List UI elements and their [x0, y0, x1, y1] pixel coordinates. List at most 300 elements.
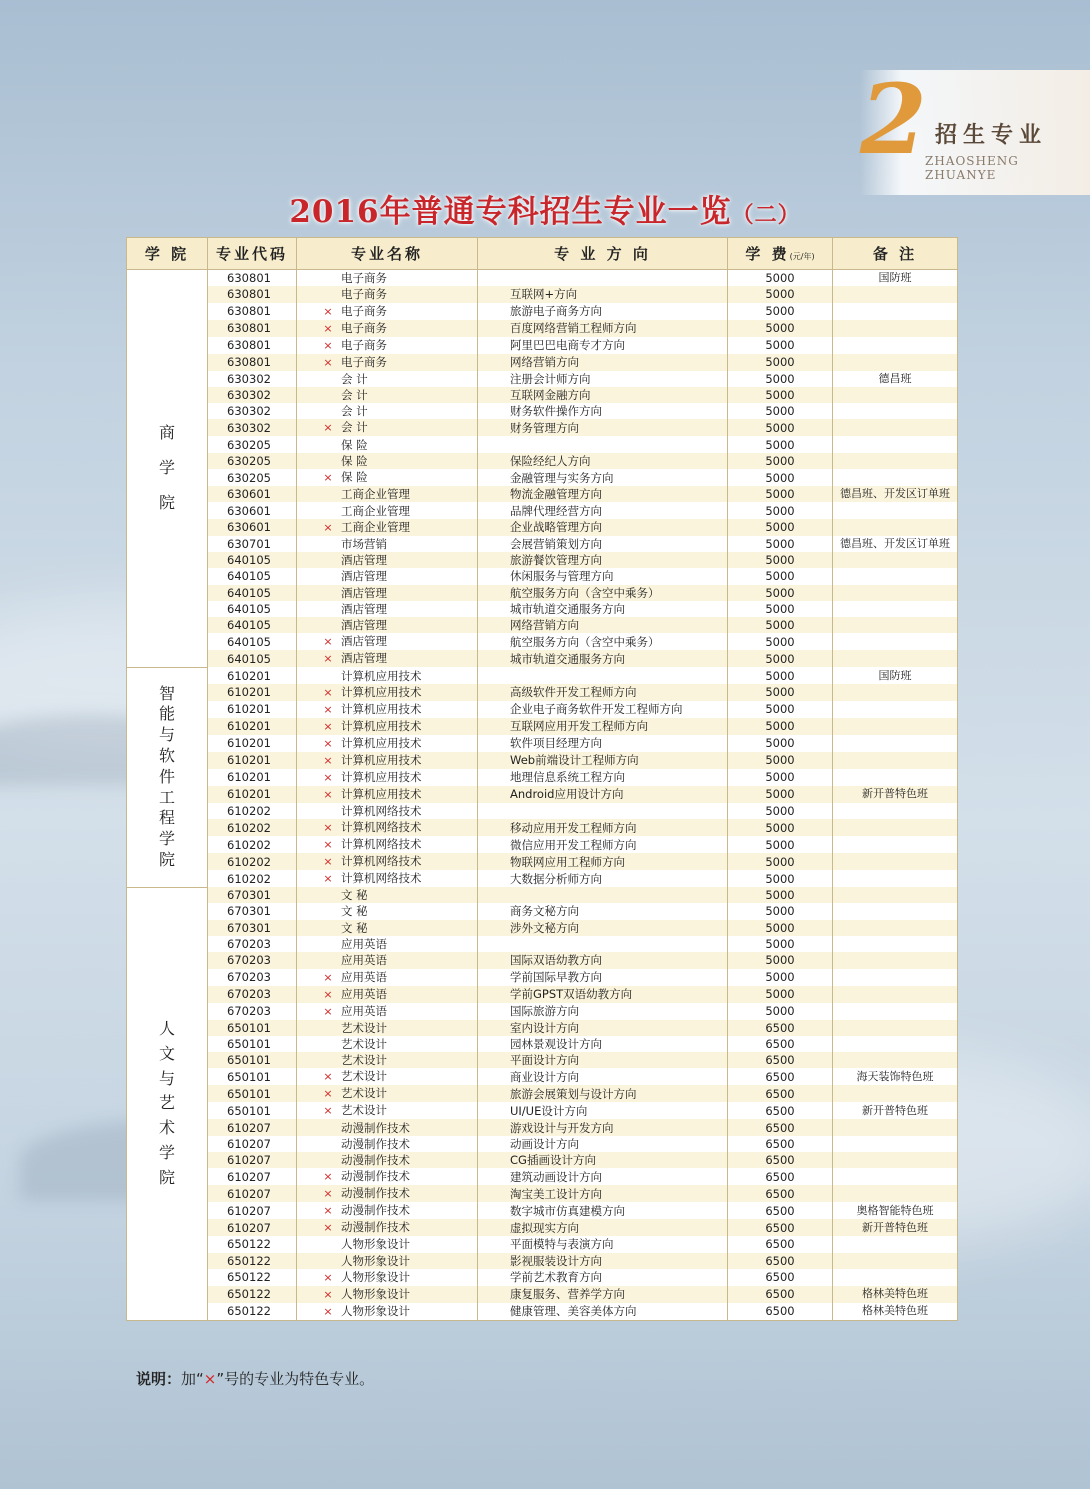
- tuition-fee: 5000: [728, 920, 833, 936]
- major-direction: 学前艺术教育方向: [478, 1269, 728, 1286]
- feature-mark-icon: ×: [323, 821, 333, 835]
- table-row: [127, 986, 958, 1003]
- tuition-fee: 6500: [728, 1219, 833, 1236]
- table-row: [127, 952, 958, 968]
- major-direction: 地理信息系统工程方向: [478, 769, 728, 786]
- tuition-fee: 5000: [728, 419, 833, 436]
- tuition-fee: 6500: [728, 1236, 833, 1252]
- table-row: [127, 1253, 958, 1269]
- table-row: [127, 486, 958, 502]
- major-code: 610207: [208, 1136, 297, 1152]
- major-name-text: 动漫制作技术: [341, 1169, 410, 1184]
- remark: [833, 320, 958, 337]
- table-row: [127, 601, 958, 617]
- tuition-fee: 5000: [728, 786, 833, 803]
- major-direction: [478, 803, 728, 819]
- major-name: [297, 568, 478, 584]
- feature-mark-icon: ×: [323, 736, 333, 750]
- table-row: [127, 552, 958, 568]
- feature-mark-icon: ×: [323, 987, 333, 1001]
- table-row: [127, 633, 958, 650]
- major-direction: Web前端设计工程师方向: [478, 752, 728, 769]
- major-code: 610202: [208, 803, 297, 819]
- major-code: 640105: [208, 650, 297, 667]
- major-code: 650122: [208, 1286, 297, 1303]
- major-direction: 会展营销策划方向: [478, 536, 728, 552]
- table-row: [127, 403, 958, 419]
- tuition-fee: 5000: [728, 718, 833, 735]
- major-name-text: 文 秘: [341, 904, 368, 919]
- table-row: [127, 936, 958, 952]
- remark: [833, 453, 958, 469]
- table-row: [127, 436, 958, 452]
- remark: [833, 436, 958, 452]
- remark: 格林美特色班: [833, 1303, 958, 1321]
- major-code: 670301: [208, 920, 297, 936]
- major-name-text: 电子商务: [341, 303, 387, 318]
- major-name-text: 电子商务: [341, 337, 387, 352]
- major-code: 670203: [208, 936, 297, 952]
- feature-mark-icon: ×: [323, 1270, 333, 1284]
- tuition-fee: 5000: [728, 650, 833, 667]
- major-code: 610207: [208, 1219, 297, 1236]
- table-row: [127, 303, 958, 320]
- remark: [833, 986, 958, 1003]
- major-name-text: 电子商务: [341, 320, 387, 335]
- major-direction: 园林景观设计方向: [478, 1036, 728, 1052]
- major-name: [297, 735, 478, 752]
- tuition-fee: 5000: [728, 803, 833, 819]
- remark: [833, 903, 958, 919]
- major-name-text: 计算机应用技术: [341, 668, 422, 683]
- major-name-text: 人物形象设计: [341, 1253, 410, 1268]
- major-direction: 互联网应用开发工程师方向: [478, 718, 728, 735]
- major-code: 610201: [208, 769, 297, 786]
- table-row: [127, 1052, 958, 1068]
- major-name-text: 会 计: [341, 404, 368, 419]
- major-name: [297, 320, 478, 337]
- table-row: [127, 502, 958, 518]
- table-row: [127, 1136, 958, 1152]
- remark: [833, 337, 958, 354]
- tuition-fee: 6500: [728, 1168, 833, 1185]
- tuition-fee: 5000: [728, 585, 833, 601]
- table-row: [127, 1185, 958, 1202]
- major-name: [297, 650, 478, 667]
- remark: [833, 803, 958, 819]
- table-row: [127, 836, 958, 853]
- major-name: [297, 786, 478, 803]
- major-name-text: 计算机网络技术: [341, 871, 422, 886]
- major-name-text: 酒店管理: [341, 569, 387, 584]
- major-name-text: 动漫制作技术: [341, 1220, 410, 1235]
- major-code: 630801: [208, 303, 297, 320]
- table-row: [127, 735, 958, 752]
- feature-mark-icon: ×: [323, 838, 333, 852]
- remark: 海天装饰特色班: [833, 1068, 958, 1085]
- tuition-fee: 5000: [728, 453, 833, 469]
- remark: [833, 887, 958, 903]
- major-name: [297, 803, 478, 819]
- tuition-fee: 5000: [728, 952, 833, 968]
- tuition-fee: 5000: [728, 337, 833, 354]
- major-name: [297, 936, 478, 952]
- major-direction: [478, 936, 728, 952]
- major-name: [297, 270, 478, 287]
- tuition-fee: 5000: [728, 752, 833, 769]
- major-name-text: 动漫制作技术: [341, 1153, 410, 1168]
- feature-mark-icon: ×: [323, 753, 333, 767]
- major-direction: [478, 436, 728, 452]
- header-fee-label: 学 费: [745, 245, 790, 263]
- table-row: [127, 1236, 958, 1252]
- major-name: [297, 752, 478, 769]
- major-name-text: 动漫制作技术: [341, 1120, 410, 1135]
- major-direction: 企业电子商务软件开发工程师方向: [478, 701, 728, 718]
- major-name-text: 酒店管理: [341, 585, 387, 600]
- remark: 德昌班: [833, 371, 958, 387]
- major-direction: 互联网金融方向: [478, 387, 728, 403]
- remark: [833, 1036, 958, 1052]
- table-row: [127, 519, 958, 536]
- major-name: [297, 1085, 478, 1102]
- major-name: [297, 453, 478, 469]
- major-name: [297, 633, 478, 650]
- major-direction: 建筑动画设计方向: [478, 1168, 728, 1185]
- tuition-fee: 6500: [728, 1119, 833, 1135]
- major-code: 670203: [208, 952, 297, 968]
- feature-mark-icon: ×: [323, 1104, 333, 1118]
- tuition-fee: 5000: [728, 354, 833, 371]
- major-code: 650101: [208, 1052, 297, 1068]
- college-name: 商 学 院: [127, 270, 208, 668]
- major-name: [297, 1269, 478, 1286]
- major-code: 650122: [208, 1269, 297, 1286]
- major-name: [297, 1253, 478, 1269]
- feature-mark-icon: ×: [323, 702, 333, 716]
- feature-mark-icon: ×: [323, 1070, 333, 1084]
- major-name: [297, 920, 478, 936]
- major-name-text: 艺术设计: [341, 1103, 387, 1118]
- major-name-text: 应用英语: [341, 1003, 387, 1018]
- major-name: [297, 303, 478, 320]
- table-row: [127, 1269, 958, 1286]
- major-name: [297, 1286, 478, 1303]
- remark: 新开普特色班: [833, 1102, 958, 1119]
- header-code: 专业代码: [208, 238, 297, 270]
- tuition-fee: 6500: [728, 1202, 833, 1219]
- legend-prefix: 说明：: [136, 1370, 182, 1388]
- remark: [833, 752, 958, 769]
- remark: [833, 617, 958, 633]
- major-name-text: 酒店管理: [341, 634, 387, 649]
- major-direction: 物流金融管理方向: [478, 486, 728, 502]
- remark: [833, 303, 958, 320]
- tuition-fee: 5000: [728, 601, 833, 617]
- major-name: [297, 286, 478, 302]
- major-code: 640105: [208, 617, 297, 633]
- feature-mark-icon: ×: [323, 1204, 333, 1218]
- major-code: 640105: [208, 585, 297, 601]
- major-direction: 阿里巴巴电商专才方向: [478, 337, 728, 354]
- remark: [833, 1003, 958, 1020]
- major-direction: 百度网络营销工程师方向: [478, 320, 728, 337]
- feature-mark-icon: ×: [323, 770, 333, 784]
- tuition-fee: 5000: [728, 887, 833, 903]
- major-name: [297, 986, 478, 1003]
- major-name-text: 计算机应用技术: [341, 786, 422, 801]
- tuition-fee: 5000: [728, 769, 833, 786]
- remark: [833, 519, 958, 536]
- major-name: [297, 1303, 478, 1321]
- remark: [833, 286, 958, 302]
- major-code: 640105: [208, 601, 297, 617]
- tuition-fee: 5000: [728, 286, 833, 302]
- feature-mark-icon: ×: [323, 1287, 333, 1301]
- major-name: [297, 1236, 478, 1252]
- table-row: [127, 453, 958, 469]
- major-name-text: 计算机网络技术: [341, 854, 422, 869]
- tuition-fee: 5000: [728, 819, 833, 836]
- tuition-fee: 6500: [728, 1052, 833, 1068]
- header-direction: 专 业 方 向: [478, 238, 728, 270]
- major-name: [297, 403, 478, 419]
- tuition-fee: 5000: [728, 853, 833, 870]
- tuition-fee: 5000: [728, 568, 833, 584]
- feature-mark-icon: ×: [323, 355, 333, 369]
- major-code: 630205: [208, 469, 297, 486]
- major-code: 670203: [208, 969, 297, 986]
- major-name: [297, 1052, 478, 1068]
- major-name-text: 文 秘: [341, 888, 368, 903]
- remark: [833, 701, 958, 718]
- major-name: [297, 769, 478, 786]
- remark: [833, 819, 958, 836]
- major-direction: 软件项目经理方向: [478, 735, 728, 752]
- tuition-fee: 5000: [728, 986, 833, 1003]
- major-direction: 商业设计方向: [478, 1068, 728, 1085]
- major-code: 650101: [208, 1068, 297, 1085]
- remark: 德昌班、开发区订单班: [833, 486, 958, 502]
- major-name-text: 工商企业管理: [341, 519, 410, 534]
- major-direction: 商务文秘方向: [478, 903, 728, 919]
- table-body: [127, 270, 958, 1321]
- major-name-text: 艺术设计: [341, 1086, 387, 1101]
- major-name: [297, 836, 478, 853]
- remark: 新开普特色班: [833, 786, 958, 803]
- major-name-text: 计算机应用技术: [341, 718, 422, 733]
- remark: [833, 1253, 958, 1269]
- remark: [833, 1136, 958, 1152]
- major-direction: UI/UE设计方向: [478, 1102, 728, 1119]
- feature-mark-icon: ×: [323, 1187, 333, 1201]
- tuition-fee: 5000: [728, 552, 833, 568]
- major-name: [297, 1003, 478, 1020]
- major-name: [297, 969, 478, 986]
- major-direction: 动画设计方向: [478, 1136, 728, 1152]
- major-name: [297, 585, 478, 601]
- remark: [833, 387, 958, 403]
- table-row: [127, 1286, 958, 1303]
- section-badge: [860, 63, 1090, 195]
- table-row: [127, 1303, 958, 1321]
- major-name-text: 艺术设计: [341, 1053, 387, 1068]
- table-row: [127, 718, 958, 735]
- major-direction: 虚拟现实方向: [478, 1219, 728, 1236]
- feature-mark-icon: ×: [323, 1221, 333, 1235]
- major-code: 610201: [208, 786, 297, 803]
- major-code: 610207: [208, 1185, 297, 1202]
- major-code: 630205: [208, 453, 297, 469]
- major-name: [297, 536, 478, 552]
- remark: [833, 502, 958, 518]
- table-row: [127, 1020, 958, 1036]
- major-name: [297, 1202, 478, 1219]
- tuition-fee: 5000: [728, 870, 833, 887]
- major-name-text: 会 计: [341, 388, 368, 403]
- tuition-fee: 5000: [728, 486, 833, 502]
- major-name: [297, 952, 478, 968]
- table-row: [127, 853, 958, 870]
- major-code: 610207: [208, 1152, 297, 1168]
- remark: [833, 853, 958, 870]
- table-row: [127, 701, 958, 718]
- feature-mark-icon: ×: [323, 855, 333, 869]
- major-name: [297, 667, 478, 683]
- tuition-fee: 6500: [728, 1185, 833, 1202]
- feature-mark-icon: ×: [323, 321, 333, 335]
- remark: [833, 469, 958, 486]
- major-direction: 网络营销方向: [478, 617, 728, 633]
- remark: [833, 1236, 958, 1252]
- major-name-text: 人物形象设计: [341, 1286, 410, 1301]
- major-code: 630302: [208, 371, 297, 387]
- major-name-text: 保 险: [341, 470, 368, 485]
- tuition-fee: 6500: [728, 1102, 833, 1119]
- major-direction: 金融管理与实务方向: [478, 469, 728, 486]
- major-direction: 游戏设计与开发方向: [478, 1119, 728, 1135]
- major-code: 610207: [208, 1168, 297, 1185]
- major-name-text: 艺术设计: [341, 1020, 387, 1035]
- remark: [833, 601, 958, 617]
- table-row: [127, 536, 958, 552]
- table-row: [127, 1068, 958, 1085]
- table-row: [127, 1168, 958, 1185]
- major-code: 670301: [208, 887, 297, 903]
- major-code: 630601: [208, 502, 297, 518]
- major-name: [297, 354, 478, 371]
- remark: [833, 684, 958, 701]
- major-code: 610202: [208, 853, 297, 870]
- table-row: [127, 887, 958, 903]
- legend-mark: ×: [203, 1370, 217, 1388]
- college-name: 智 能 与 软 件 工 程 学 院: [127, 667, 208, 887]
- major-direction: 平面设计方向: [478, 1052, 728, 1068]
- tuition-fee: 5000: [728, 836, 833, 853]
- major-code: 610202: [208, 819, 297, 836]
- tuition-fee: 5000: [728, 502, 833, 518]
- tuition-fee: 5000: [728, 270, 833, 287]
- section-title: 招生专业: [935, 123, 1048, 148]
- tuition-fee: 5000: [728, 903, 833, 919]
- remark: [833, 419, 958, 436]
- major-name-text: 计算机应用技术: [341, 684, 422, 699]
- major-name-text: 动漫制作技术: [341, 1186, 410, 1201]
- major-name: [297, 903, 478, 919]
- section-number: 2: [860, 63, 927, 176]
- remark: [833, 1119, 958, 1135]
- major-name: [297, 387, 478, 403]
- feature-mark-icon: ×: [323, 1087, 333, 1101]
- remark: [833, 735, 958, 752]
- table-row: [127, 585, 958, 601]
- table-row: [127, 371, 958, 387]
- major-name-text: 工商企业管理: [341, 503, 410, 518]
- remark: [833, 403, 958, 419]
- major-code: 630801: [208, 286, 297, 302]
- major-direction: 平面模特与表演方向: [478, 1236, 728, 1252]
- feature-mark-icon: ×: [323, 421, 333, 435]
- tuition-fee: 5000: [728, 387, 833, 403]
- major-direction: 移动应用开发工程师方向: [478, 819, 728, 836]
- major-direction: 学前GPST双语幼教方向: [478, 986, 728, 1003]
- major-direction: 城市轨道交通服务方向: [478, 650, 728, 667]
- tuition-fee: 5000: [728, 969, 833, 986]
- major-direction: 国际双语幼教方向: [478, 952, 728, 968]
- remark: [833, 969, 958, 986]
- major-code: 630801: [208, 354, 297, 371]
- major-name: [297, 601, 478, 617]
- table-row: [127, 786, 958, 803]
- major-name-text: 应用英语: [341, 953, 387, 968]
- major-code: 610202: [208, 870, 297, 887]
- remark: [833, 936, 958, 952]
- major-direction: 航空服务方向（含空中乘务）: [478, 633, 728, 650]
- feature-mark-icon: ×: [323, 719, 333, 733]
- feature-mark-icon: ×: [323, 1170, 333, 1184]
- remark: 新开普特色班: [833, 1219, 958, 1236]
- tuition-fee: 6500: [728, 1303, 833, 1321]
- remark: [833, 836, 958, 853]
- college-name: 人 文 与 艺 术 学 院: [127, 887, 208, 1320]
- major-code: 640105: [208, 568, 297, 584]
- table-row: [127, 684, 958, 701]
- major-direction: 企业战略管理方向: [478, 519, 728, 536]
- tuition-fee: 6500: [728, 1152, 833, 1168]
- remark: [833, 552, 958, 568]
- tuition-fee: 6500: [728, 1020, 833, 1036]
- table-row: [127, 320, 958, 337]
- feature-mark-icon: ×: [323, 338, 333, 352]
- feature-mark-icon: ×: [323, 1304, 333, 1318]
- major-name: [297, 371, 478, 387]
- remark: [833, 585, 958, 601]
- remark: [833, 1269, 958, 1286]
- major-code: 610201: [208, 701, 297, 718]
- major-name-text: 电子商务: [341, 287, 387, 302]
- major-name-text: 市场营销: [341, 536, 387, 551]
- major-name: [297, 486, 478, 502]
- table-row: [127, 1202, 958, 1219]
- major-code: 630302: [208, 387, 297, 403]
- major-name-text: 计算机应用技术: [341, 769, 422, 784]
- remark: 国防班: [833, 270, 958, 287]
- major-name: [297, 684, 478, 701]
- tuition-fee: 5000: [728, 735, 833, 752]
- major-name-text: 计算机应用技术: [341, 752, 422, 767]
- table-row: [127, 568, 958, 584]
- major-direction: 康复服务、营养学方向: [478, 1286, 728, 1303]
